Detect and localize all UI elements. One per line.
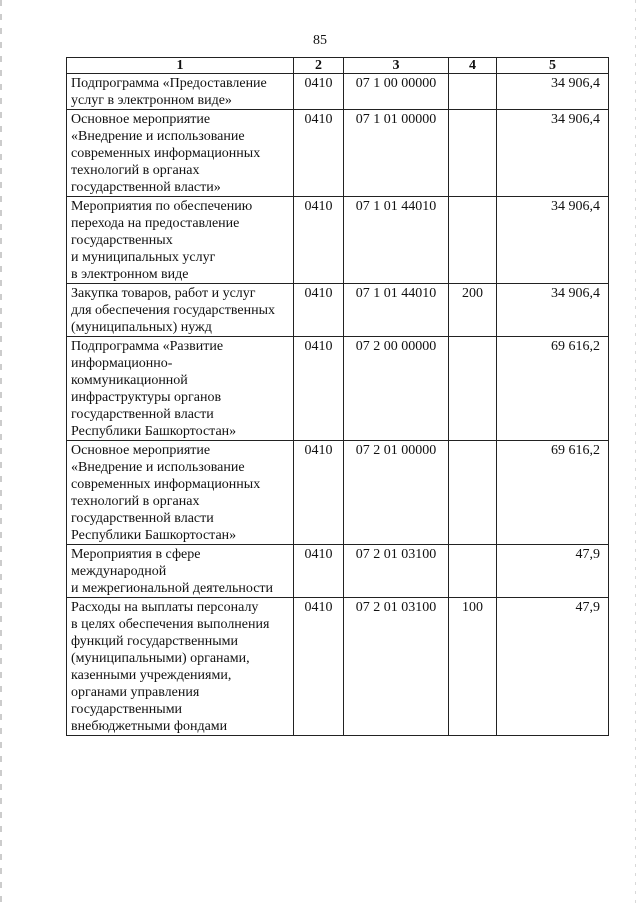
row-name-line: Мероприятия в сфере (71, 547, 201, 562)
table-row (67, 197, 609, 284)
row-name-cell (67, 337, 294, 441)
row-name-line: коммуникационной (71, 373, 188, 388)
row-name-line: и муниципальных услуг (71, 250, 216, 265)
row-name-line: в электронном виде (71, 267, 189, 282)
row-section-cell: 0410 (294, 197, 344, 284)
row-name-cell (67, 441, 294, 545)
row-amount-cell: 69 616,2 (497, 337, 609, 441)
header-col-5: 5 (497, 58, 609, 74)
row-name-line: услуг в электронном виде» (71, 93, 232, 108)
row-name-line: современных информационных (71, 146, 261, 161)
row-type-cell (449, 74, 497, 110)
row-name-line: Основное мероприятие (71, 112, 211, 127)
table-row (67, 337, 609, 441)
row-name-line: технологий в органах (71, 163, 200, 178)
table-row (67, 598, 609, 736)
row-amount-cell: 34 906,4 (497, 110, 609, 197)
row-name-line: перехода на предоставление (71, 216, 240, 231)
row-target-cell: 07 1 01 44010 (344, 284, 449, 337)
row-name-line: (муниципальными) органами, (71, 651, 250, 666)
row-name-cell (67, 545, 294, 598)
page-number: 85 (313, 33, 327, 48)
row-type-cell (449, 197, 497, 284)
row-name-line: внебюджетными фондами (71, 719, 228, 734)
row-amount-cell: 47,9 (497, 545, 609, 598)
row-name-line: государственной власти (71, 511, 214, 526)
header-row (67, 58, 609, 74)
scan-edge-left (0, 0, 2, 905)
row-type-cell (449, 337, 497, 441)
row-name-line: государственной власти (71, 407, 214, 422)
row-type-cell (449, 110, 497, 197)
row-name-line: Расходы на выплаты персоналу (71, 600, 259, 615)
table-row (67, 110, 609, 197)
row-section-cell: 0410 (294, 441, 344, 545)
row-name-line: в целях обеспечения выполнения (71, 617, 270, 632)
header-col-4: 4 (449, 58, 497, 74)
row-section-cell: 0410 (294, 598, 344, 736)
row-section-cell: 0410 (294, 74, 344, 110)
row-name-line: государственной власти» (71, 180, 221, 195)
row-name-line: Подпрограмма «Развитие (71, 339, 224, 354)
row-name-line: (муниципальных) нужд (71, 320, 212, 335)
row-name-line: Закупка товаров, работ и услуг (71, 286, 256, 301)
row-amount-cell: 34 906,4 (497, 74, 609, 110)
row-name-line: и межрегиональной деятельности (71, 581, 274, 596)
header-col-2: 2 (294, 58, 344, 74)
row-name-line: для обеспечения государственных (71, 303, 275, 318)
row-name-line: функций государственными (71, 634, 239, 649)
row-name-cell (67, 598, 294, 736)
row-name-line: «Внедрение и использование (71, 129, 245, 144)
row-name-line: технологий в органах (71, 494, 200, 509)
row-section-cell: 0410 (294, 110, 344, 197)
row-target-cell: 07 1 01 00000 (344, 110, 449, 197)
row-name-line: органами управления (71, 685, 200, 700)
table-body (67, 74, 609, 736)
row-section-cell: 0410 (294, 284, 344, 337)
row-target-cell: 07 2 01 00000 (344, 441, 449, 545)
row-name-cell (67, 284, 294, 337)
row-amount-cell: 69 616,2 (497, 441, 609, 545)
row-name-cell (67, 197, 294, 284)
row-name-line: информационно- (71, 356, 173, 371)
row-amount-cell: 34 906,4 (497, 284, 609, 337)
row-type-cell (449, 441, 497, 545)
row-section-cell: 0410 (294, 545, 344, 598)
row-target-cell: 07 2 00 00000 (344, 337, 449, 441)
row-target-cell: 07 2 01 03100 (344, 598, 449, 736)
row-amount-cell: 34 906,4 (497, 197, 609, 284)
row-name-line: инфраструктуры органов (71, 390, 222, 405)
row-name-line: международной (71, 564, 167, 579)
row-section-cell: 0410 (294, 337, 344, 441)
row-target-cell: 07 1 01 44010 (344, 197, 449, 284)
row-name-cell (67, 110, 294, 197)
row-name-line: Подпрограмма «Предоставление (71, 76, 267, 91)
row-name-line: «Внедрение и использование (71, 460, 245, 475)
header-col-3: 3 (344, 58, 449, 74)
row-name-line: Основное мероприятие (71, 443, 211, 458)
row-type-cell: 100 (449, 598, 497, 736)
row-amount-cell: 47,9 (497, 598, 609, 736)
row-name-line: государственными (71, 702, 183, 717)
table-row (67, 284, 609, 337)
row-name-line: Республики Башкортостан» (71, 528, 237, 543)
row-name-line: современных информационных (71, 477, 261, 492)
row-type-cell (449, 545, 497, 598)
table-row (67, 74, 609, 110)
table-header (67, 58, 609, 74)
scan-edge-right (635, 0, 636, 905)
row-name-line: казенными учреждениями, (71, 668, 232, 683)
row-type-cell: 200 (449, 284, 497, 337)
row-name-line: Республики Башкортостан» (71, 424, 237, 439)
row-name-line: Мероприятия по обеспечению (71, 199, 253, 214)
table-row (67, 545, 609, 598)
row-name-line: государственных (71, 233, 173, 248)
budget-table (66, 57, 609, 736)
table-row (67, 441, 609, 545)
row-name-cell (67, 74, 294, 110)
row-target-cell: 07 2 01 03100 (344, 545, 449, 598)
row-target-cell: 07 1 00 00000 (344, 74, 449, 110)
header-col-1: 1 (67, 58, 294, 74)
